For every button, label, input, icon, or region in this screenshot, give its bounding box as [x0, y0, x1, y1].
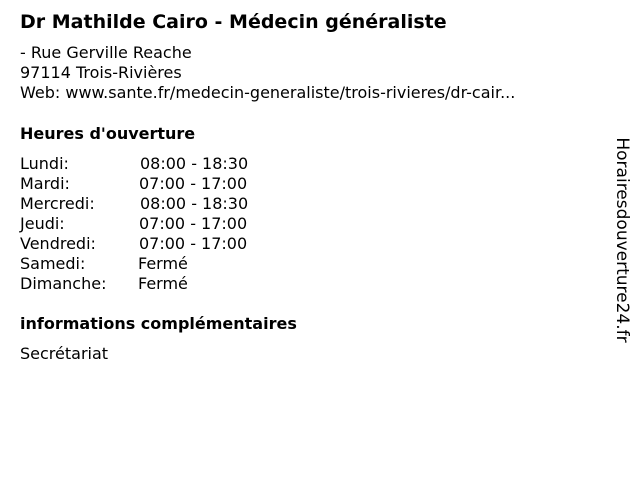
city-line: 97114 Trois-Rivières: [20, 63, 182, 82]
time-value: 08:00 - 18:30: [140, 154, 249, 173]
time-value: 07:00 - 17:00: [139, 234, 248, 253]
time-value: 07:00 - 17:00: [139, 214, 248, 233]
page-title: Dr Mathilde Cairo - Médecin généraliste: [20, 11, 447, 33]
time-value: Fermé: [138, 274, 188, 293]
web-line[interactable]: Web: www.sante.fr/medecin-generaliste/trois-rivieres/dr-cair...: [20, 83, 516, 102]
hours-heading: Heures d'ouverture: [20, 124, 196, 143]
day-label: Jeudi:: [20, 214, 65, 233]
time-value: Fermé: [138, 254, 188, 273]
street-line: - Rue Gerville Reache: [20, 43, 192, 62]
day-label: Mardi:: [20, 174, 70, 193]
day-label: Samedi:: [20, 254, 86, 273]
site-watermark: Horairesdouverture24.fr: [612, 137, 632, 343]
day-label: Mercredi:: [20, 194, 95, 213]
day-label: Vendredi:: [20, 234, 96, 253]
time-value: 07:00 - 17:00: [139, 174, 248, 193]
day-label: Lundi:: [20, 154, 69, 173]
info-heading: informations complémentaires: [20, 314, 297, 333]
address-block: [20, 43, 515, 103]
info-text: Secrétariat: [20, 344, 109, 363]
day-label: Dimanche:: [20, 274, 107, 293]
time-value: 08:00 - 18:30: [140, 194, 249, 213]
